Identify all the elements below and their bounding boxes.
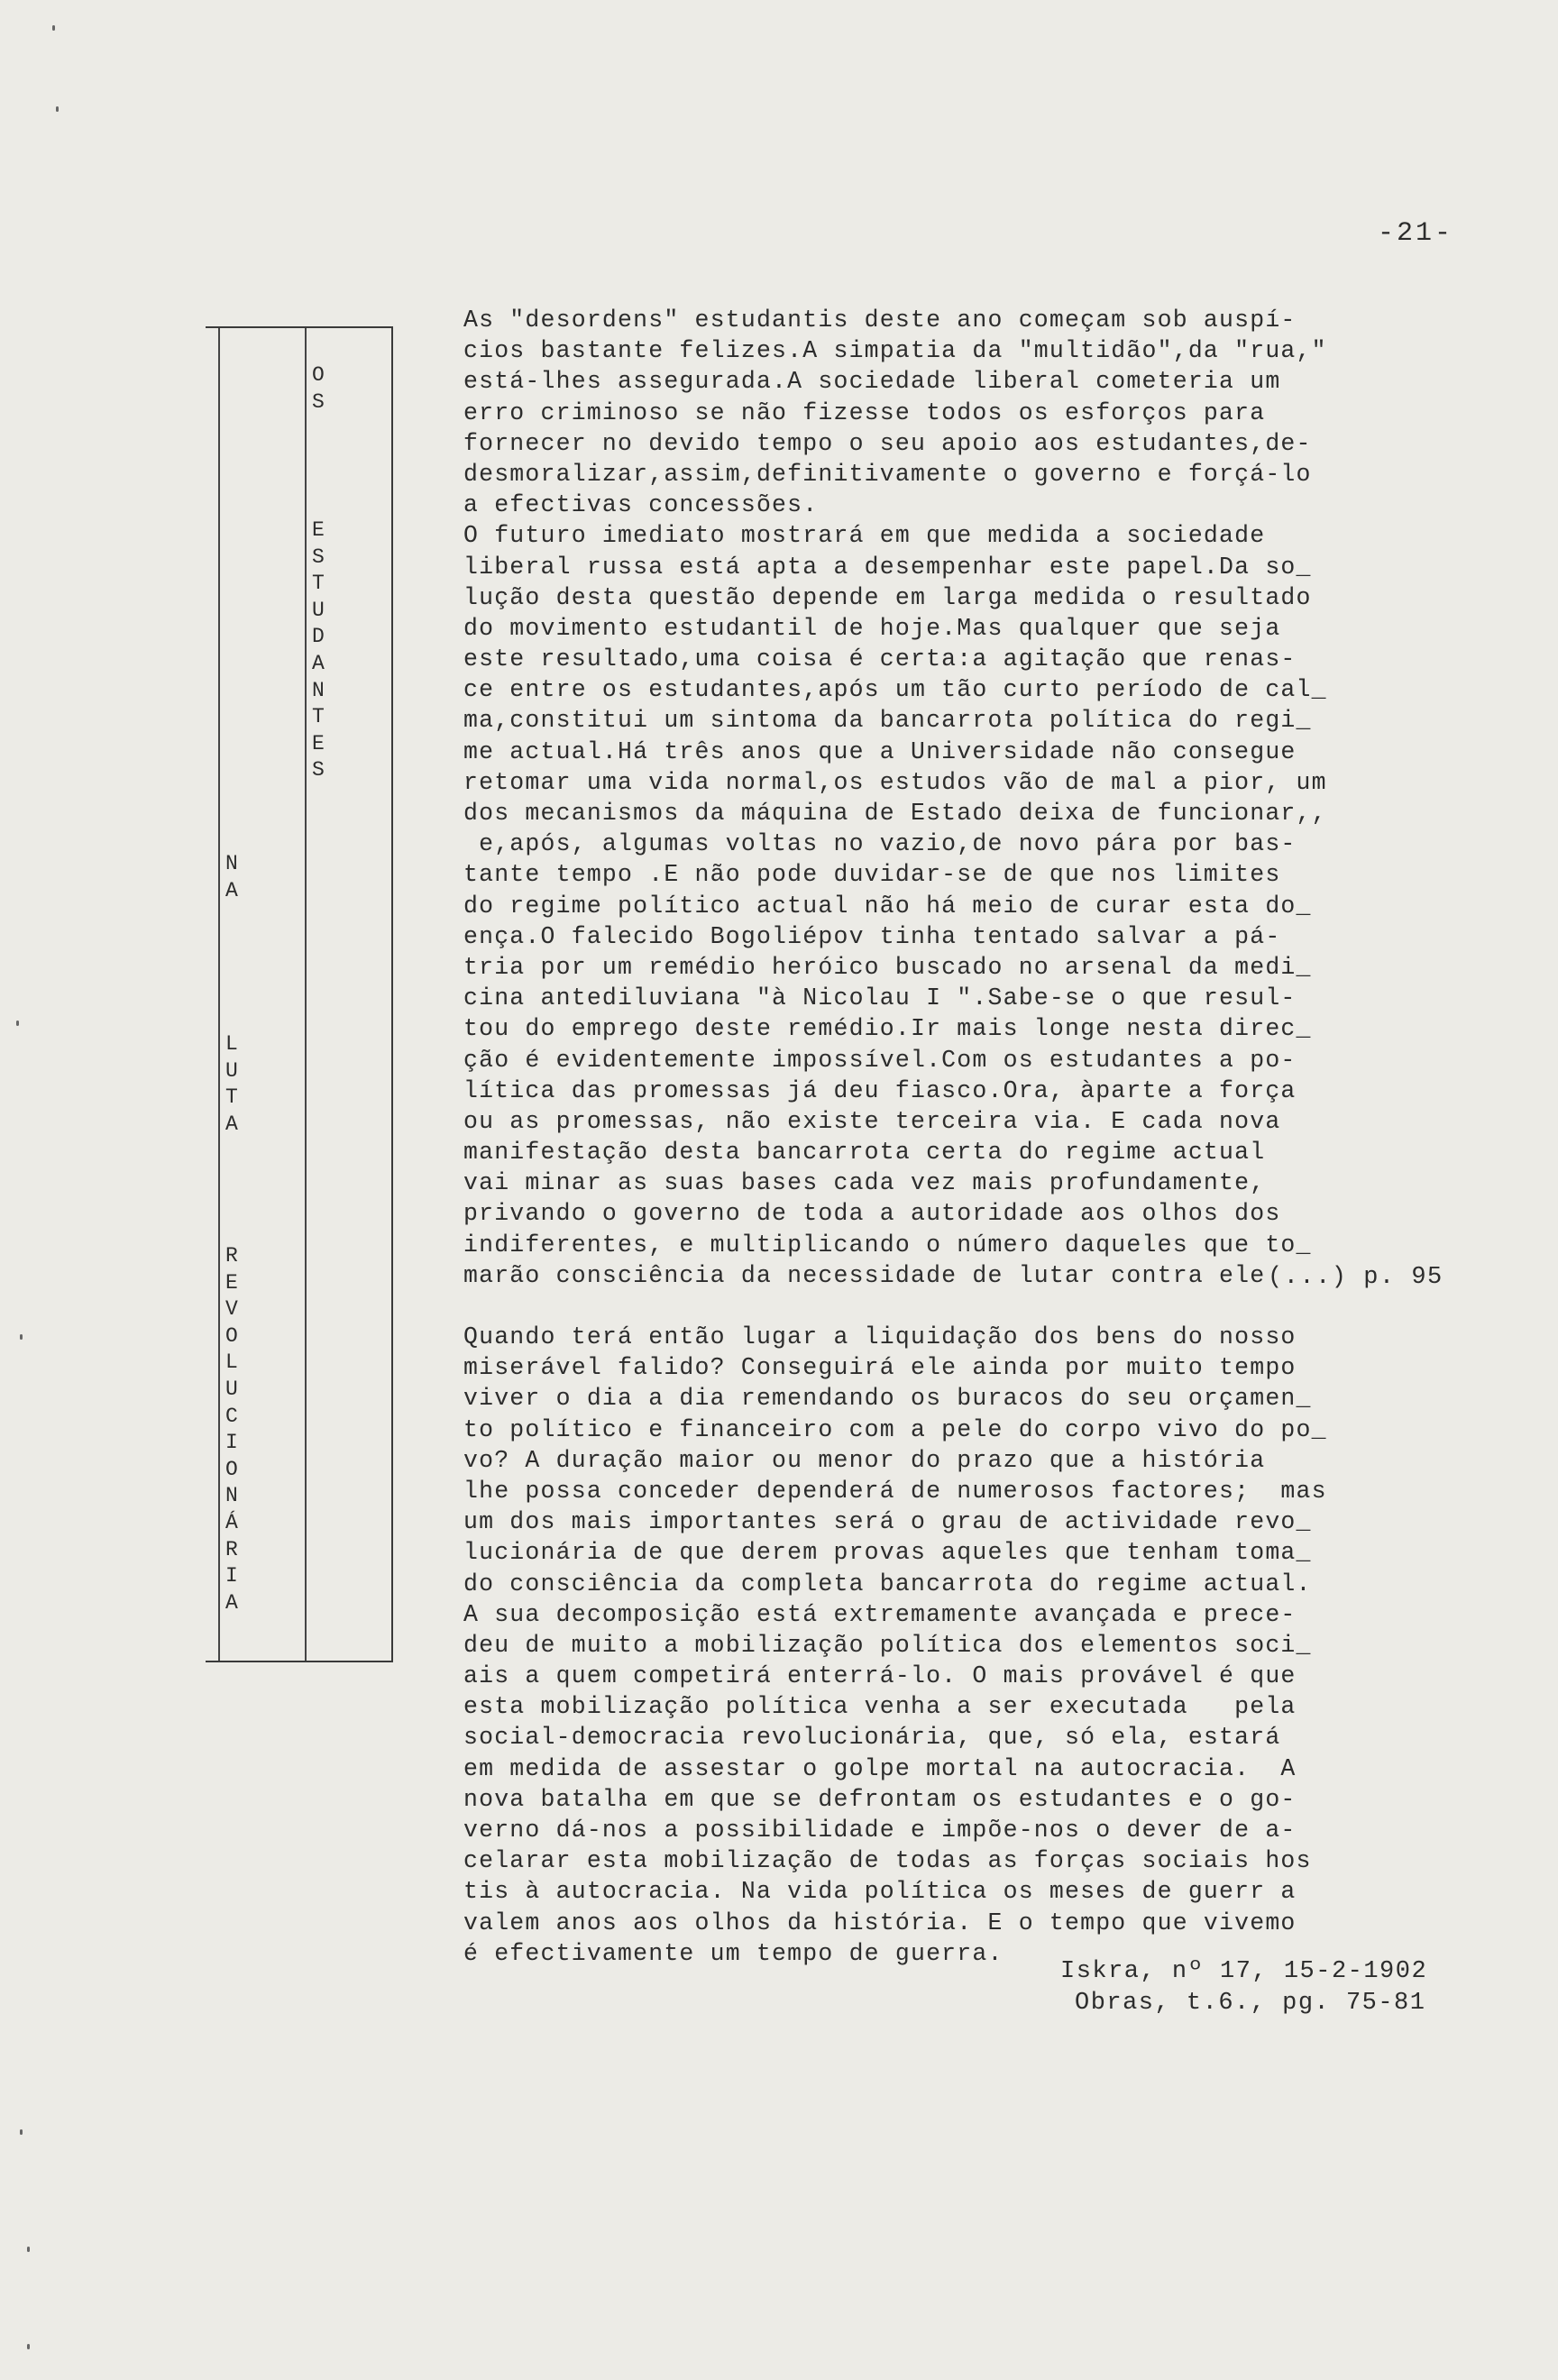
text-line: social-democracia revolucionária, que, só ela, estará: [463, 1724, 1281, 1752]
text-line: O futuro imediato mostrará em que medida a sociedade: [463, 522, 1266, 550]
text-line: ença.O falecido Bogoliépov tinha tentado salvar a pá-: [463, 922, 1281, 950]
sidebar-letter: U: [225, 1058, 238, 1083]
sidebar-letter: E: [312, 731, 325, 755]
sidebar-title-box: [206, 326, 393, 1662]
sidebar-letter: N: [312, 678, 325, 702]
text-line: em medida de assestar o golpe mortal na autocracia. A: [463, 1754, 1297, 1782]
text-line: do consciência da completa bancarrota do regime actual.: [463, 1570, 1312, 1597]
text-line: celarar esta mobilização de todas as forças sociais hos: [463, 1847, 1312, 1875]
text-line: do movimento estudantil de hoje.Mas qualquer que seja: [463, 614, 1281, 642]
text-line: nova batalha em que se defrontam os estudantes e o go-: [463, 1785, 1297, 1813]
text-line: viver o dia a dia remendando os buracos do seu orçamen_: [463, 1385, 1312, 1413]
text-line: verno dá-nos a possibilidade e impõe-nos o dever de a-: [463, 1817, 1297, 1844]
sidebar-letter: E: [225, 1270, 238, 1295]
text-line: fornecer no devido tempo o seu apoio aos estudantes,de-: [463, 429, 1312, 457]
margin-speck: [27, 2247, 30, 2252]
sidebar-letter: Á: [225, 1510, 238, 1534]
text-line: ma,constitui um sintoma da bancarrota política do regi_: [463, 707, 1312, 735]
sidebar-letter: O: [312, 363, 325, 387]
sidebar-word-na: [225, 851, 238, 904]
sidebar-letter: O: [225, 1323, 238, 1348]
page-reference: (...) p. 95: [1268, 1264, 1443, 1291]
text-line: manifestação desta bancarrota certa do regime actual: [463, 1139, 1266, 1167]
margin-speck: [52, 25, 55, 31]
text-line: A sua decomposição está extremamente avançada e prece-: [463, 1600, 1297, 1628]
text-line: to político e financeiro com a pele do corpo vivo do po_: [463, 1415, 1327, 1443]
sidebar-letter: I: [225, 1431, 238, 1455]
sidebar-letter: S: [312, 758, 325, 783]
sidebar-column-left: [218, 328, 238, 1661]
margin-speck: [27, 2344, 30, 2349]
sidebar-letter: U: [225, 1377, 238, 1401]
sidebar-letter: S: [312, 389, 325, 414]
sidebar-letter: O: [225, 1457, 238, 1481]
text-line: indiferentes, e multiplicando o número daqueles que to_: [463, 1231, 1312, 1259]
sidebar-letter: I: [225, 1564, 238, 1588]
text-line: está-lhes assegurada.A sociedade liberal cometeria um: [463, 368, 1281, 396]
text-line: lhe possa conceder dependerá de numerosos factores; mas: [463, 1477, 1327, 1505]
text-line: este resultado,uma coisa é certa:a agitação que renas-: [463, 645, 1297, 673]
text-line: tou do emprego deste remédio.Ir mais longe nesta direc_: [463, 1015, 1312, 1043]
sidebar-letter: E: [312, 518, 325, 542]
sidebar-letter: T: [312, 705, 325, 729]
paragraph-1: [463, 305, 1500, 1291]
sidebar-word-luta: [225, 1031, 238, 1138]
text-line: é efectivamente um tempo de guerra.: [463, 1939, 1004, 1967]
sidebar-letter: R: [225, 1537, 238, 1561]
sidebar-letter: C: [225, 1404, 238, 1428]
paragraph-2: [463, 1322, 1500, 1969]
text-line: ais a quem competirá enterrá-lo. O mais provável é que: [463, 1662, 1297, 1690]
margin-speck: [20, 1334, 23, 1340]
sidebar-letter: R: [225, 1244, 238, 1268]
text-line: ou as promessas, não existe terceira via. E cada nova: [463, 1107, 1281, 1135]
margin-speck: [16, 1021, 19, 1026]
sidebar-word-estudantes: [312, 517, 325, 784]
margin-speck: [20, 2129, 23, 2135]
text-line: vo? A duração maior ou menor do prazo que a história: [463, 1446, 1266, 1474]
text-line: tria por um remédio heróico buscado no arsenal da medi_: [463, 953, 1312, 981]
sidebar-letter: T: [312, 572, 325, 596]
sidebar-letter: T: [225, 1085, 238, 1110]
citation-iskra: Iskra, nº 17, 15-2-1902: [1060, 1958, 1428, 1985]
text-line: lucionária de que derem provas aqueles que tenham toma_: [463, 1539, 1312, 1567]
sidebar-letter: A: [312, 651, 325, 675]
text-line: tante tempo .E não pode duvidar-se de que nos limites: [463, 861, 1281, 889]
text-line: Quando terá então lugar a liquidação dos bens do nosso: [463, 1323, 1297, 1350]
text-line: ção é evidentemente impossível.Com os estudantes a po-: [463, 1046, 1297, 1074]
text-line: tis à autocracia. Na vida política os meses de guerr a: [463, 1878, 1297, 1906]
text-line: esta mobilização política venha a ser executada pela: [463, 1693, 1297, 1721]
sidebar-word-os: [312, 362, 325, 416]
sidebar-letter: A: [225, 1112, 238, 1136]
sidebar-letter: L: [225, 1032, 238, 1056]
text-line: lução desta questão depende em larga medida o resultado: [463, 583, 1312, 611]
text-line: miserável falido? Conseguirá ele ainda por muito tempo: [463, 1354, 1297, 1382]
sidebar-letter: N: [225, 1484, 238, 1508]
sidebar-word-revolucionaria: [225, 1243, 238, 1616]
text-line: dos mecanismos da máquina de Estado deixa de funcionar,,: [463, 800, 1327, 827]
text-line: cios bastante felizes.A simpatia da "multidão",da "rua,": [463, 337, 1327, 365]
text-line: vai minar as suas bases cada vez mais profundamente,: [463, 1169, 1266, 1197]
text-line: um dos mais importantes será o grau de actividade revo_: [463, 1508, 1312, 1536]
text-line: do regime político actual não há meio de curar esta do_: [463, 892, 1312, 920]
sidebar-column-right: [305, 328, 325, 1661]
page-number: -21-: [1378, 218, 1454, 249]
sidebar-letter: A: [225, 878, 238, 902]
text-line: e,após, algumas voltas no vazio,de novo pára por bas-: [463, 830, 1297, 858]
text-line: liberal russa está apta a desempenhar este papel.Da so_: [463, 553, 1312, 581]
sidebar-letter: V: [225, 1297, 238, 1322]
text-line: ce entre os estudantes,após um tão curto período de cal_: [463, 676, 1327, 704]
text-line: a efectivas concessões.: [463, 491, 819, 519]
text-line: privando o governo de toda a autoridade aos olhos dos: [463, 1200, 1281, 1228]
sidebar-letter: N: [225, 852, 238, 875]
sidebar-letter: A: [225, 1590, 238, 1615]
text-line: erro criminoso se não fizesse todos os esforços para: [463, 398, 1266, 426]
sidebar-letter: U: [312, 598, 325, 622]
text-line: cina antediluviana "à Nicolau I ".Sabe-se o que resul-: [463, 984, 1297, 1012]
text-line: valem anos aos olhos da história. E o tempo que vivemo: [463, 1909, 1297, 1936]
citation-obras: Obras, t.6., pg. 75-81: [1075, 1990, 1426, 2017]
text-line: retomar uma vida normal,os estudos vão de mal a pior, um: [463, 768, 1327, 796]
sidebar-letter: S: [312, 545, 325, 569]
text-line: marão consciência da necessidade de lutar contra ele: [463, 1261, 1266, 1289]
margin-speck: [56, 106, 59, 112]
sidebar-letter: D: [312, 625, 325, 649]
text-line: As "desordens" estudantis deste ano começam sob auspí-: [463, 307, 1297, 334]
text-line: deu de muito a mobilização política dos elementos soci_: [463, 1631, 1312, 1659]
sidebar-letter: L: [225, 1350, 238, 1375]
text-line: desmoralizar,assim,definitivamente o governo e forçá-lo: [463, 460, 1312, 488]
text-line: me actual.Há três anos que a Universidade não consegue: [463, 737, 1297, 765]
text-line: lítica das promessas já deu fiasco.Ora, àparte a força: [463, 1076, 1297, 1104]
